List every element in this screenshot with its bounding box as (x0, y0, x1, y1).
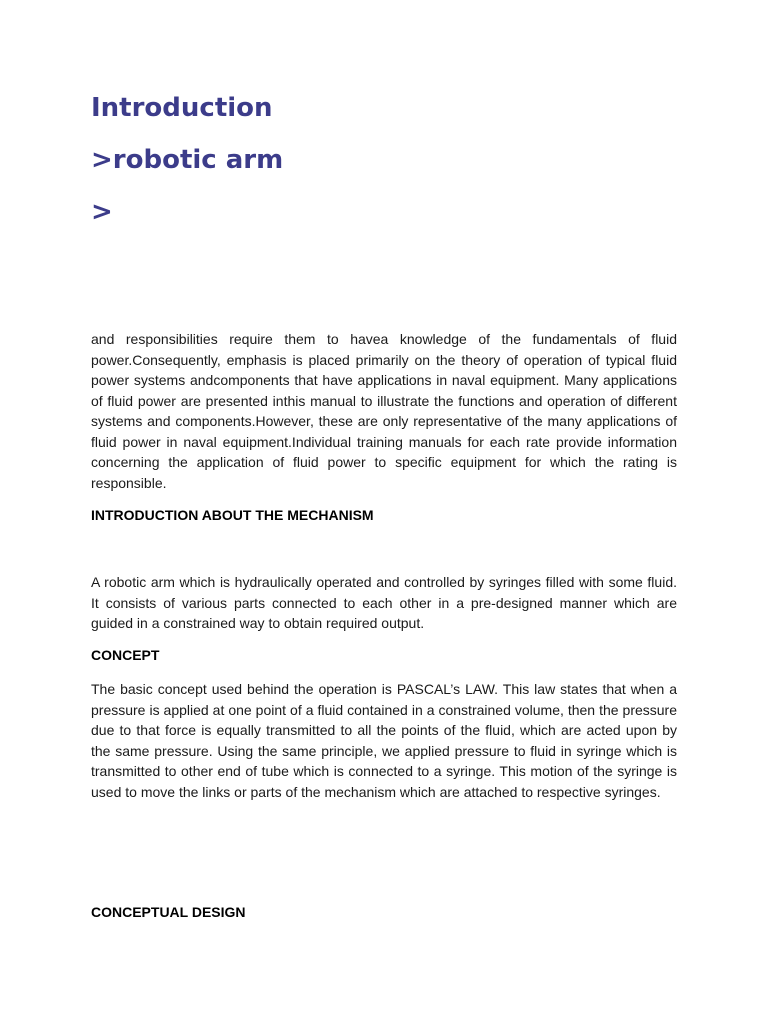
section-title-conceptual-design: CONCEPTUAL DESIGN (91, 904, 246, 920)
heading-empty-bullet: > (91, 197, 113, 227)
section-title-mechanism: INTRODUCTION ABOUT THE MECHANISM (91, 507, 374, 523)
section-title-concept: CONCEPT (91, 647, 160, 663)
paragraph-intro: and responsibilities require them to havea knowledge of the fundamentals of fluid power.Consequently, emphasis is placed primarily on the theory of operation of typical fluid power systems andcomponents that have applications in naval equipment. Many applications of fluid power are presented inthis manual to illustrate the functions and operation of different systems and components.However, these are only representative of the many applications of fluid power in naval equipment.Individual training manuals for each rate provide information concerning the application of fluid power to specific equipment for which the rating is responsible. (91, 331, 677, 491)
heading-introduction: Introduction (91, 93, 273, 123)
heading-robotic-arm: >robotic arm (91, 145, 284, 175)
paragraph-mechanism: A robotic arm which is hydraulically operated and controlled by syringes filled with some fluid. It consists of various parts connected to each other in a pre-designed manner which are guided in a constrained way to obtain required output. (91, 574, 677, 631)
paragraph-concept: The basic concept used behind the operation is PASCAL’s LAW. This law states that when a pressure is applied at one point of a fluid contained in a constrained volume, then the pressure due to that force is equally transmitted to all the points of the fluid, which are acted upon by the same pressure. Using the same principle, we applied pressure to fluid in syringe which is transmitted to other end of tube which is connected to a syringe. This motion of the syringe is used to move the links or parts of the mechanism which are attached to respective syringes. (91, 681, 677, 800)
